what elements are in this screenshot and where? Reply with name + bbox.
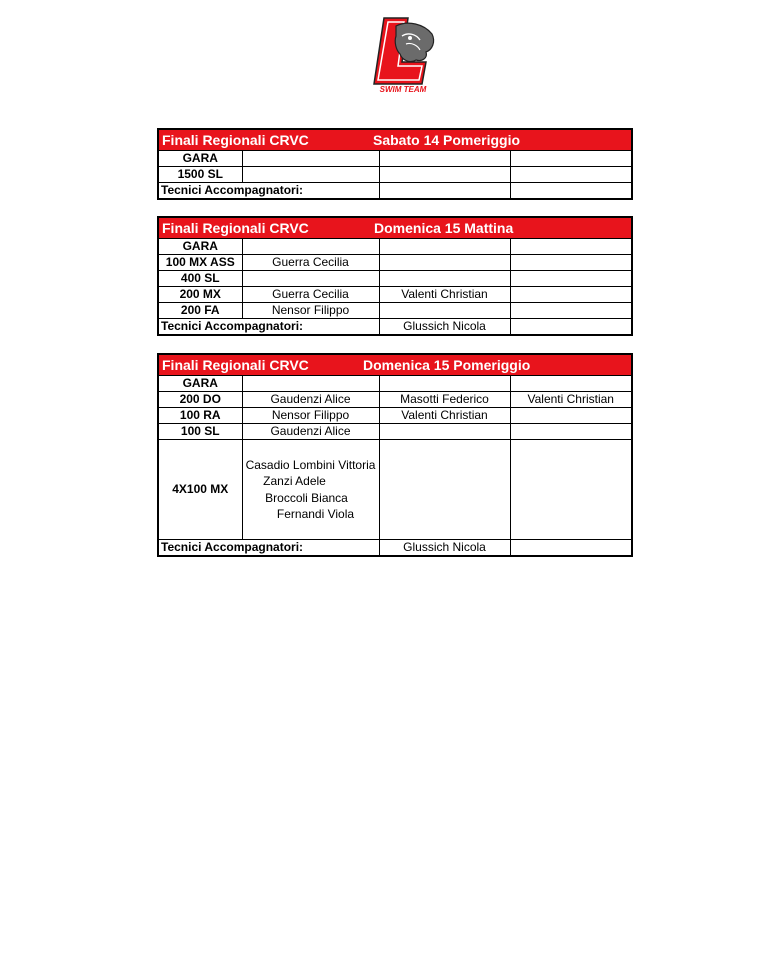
table-row [159,303,631,319]
athlete-cell [242,167,379,183]
athlete-cell [510,303,631,319]
athlete-cell: Valenti Christian [379,287,510,303]
tecnici-row [159,183,631,199]
tecnici-row [159,540,631,556]
athlete-cell [379,271,510,287]
gara-cell: 100 RA [159,408,242,424]
athlete-cell [510,424,631,440]
athlete-cell [510,271,631,287]
table-row [159,376,631,392]
tecnici-value [379,183,510,199]
athlete-cell [379,424,510,440]
tecnici-value: Glussich Nicola [379,319,510,335]
table-header [159,218,631,238]
athlete-cell [510,287,631,303]
gara-cell: 4X100 MX [159,440,242,540]
gara-cell: 200 MX [159,287,242,303]
athlete-cell: Gaudenzi Alice [242,424,379,440]
table-row [159,271,631,287]
athlete-cell: Guerra Cecilia [242,287,379,303]
athlete-cell [510,167,631,183]
table-row [159,287,631,303]
gara-cell: 400 SL [159,271,242,287]
table-row [159,151,631,167]
tecnici-value: Glussich Nicola [379,540,510,556]
table-row [159,167,631,183]
logo-text: SWIM TEAM [379,85,427,94]
tecnici-label: Tecnici Accompagnatori: [159,183,379,199]
table-title: Finali Regionali CRVC [162,220,309,236]
relay-row [159,440,631,540]
session-table-1 [157,128,633,200]
table-row [159,255,631,271]
athlete-cell: Gaudenzi Alice [242,392,379,408]
table-title: Finali Regionali CRVC [162,357,309,373]
table-row [159,408,631,424]
gara-header: GARA [159,239,242,255]
table-header [159,355,631,375]
table-row [159,424,631,440]
relay-athlete: Broccoli Bianca [265,490,348,505]
athlete-cell: Nensor Filippo [242,303,379,319]
athlete-cell [510,408,631,424]
entries-table [159,238,631,334]
athlete-cell [379,303,510,319]
tecnici-row [159,319,631,335]
tecnici-label: Tecnici Accompagnatori: [159,540,379,556]
athlete-cell [379,167,510,183]
gara-cell: 100 SL [159,424,242,440]
session-table-2 [157,216,633,336]
entries-table [159,375,631,555]
session-label: Sabato 14 Pomeriggio [373,132,521,148]
athlete-cell: Guerra Cecilia [242,255,379,271]
session-label: Domenica 15 Mattina [374,220,514,236]
gara-cell: 200 FA [159,303,242,319]
relay-athlete: Casadio Lombini Vittoria [245,457,376,472]
table-title: Finali Regionali CRVC [162,132,309,148]
athlete-cell [510,255,631,271]
table-header [159,130,631,150]
team-logo [356,12,450,96]
gara-cell: 200 DO [159,392,242,408]
athlete-cell: Valenti Christian [510,392,631,408]
session-label: Domenica 15 Pomeriggio [363,357,531,373]
gara-header: GARA [159,151,242,167]
gara-cell: 100 MX ASS [159,255,242,271]
gara-header: GARA [159,376,242,392]
entries-table [159,150,631,198]
athlete-cell [242,271,379,287]
tecnici-label: Tecnici Accompagnatori: [159,319,379,335]
athlete-cell [379,255,510,271]
athlete-cell: Valenti Christian [379,408,510,424]
relay-athlete: Fernandi Viola [276,507,355,521]
session-table-3 [157,353,633,557]
table-row [159,239,631,255]
relay-athlete: Zanzi Adele [263,474,326,488]
athlete-cell: Nensor Filippo [242,408,379,424]
gara-cell: 1500 SL [159,167,242,183]
table-row [159,392,631,408]
relay-names-cell [242,440,379,540]
athlete-cell: Masotti Federico [379,392,510,408]
